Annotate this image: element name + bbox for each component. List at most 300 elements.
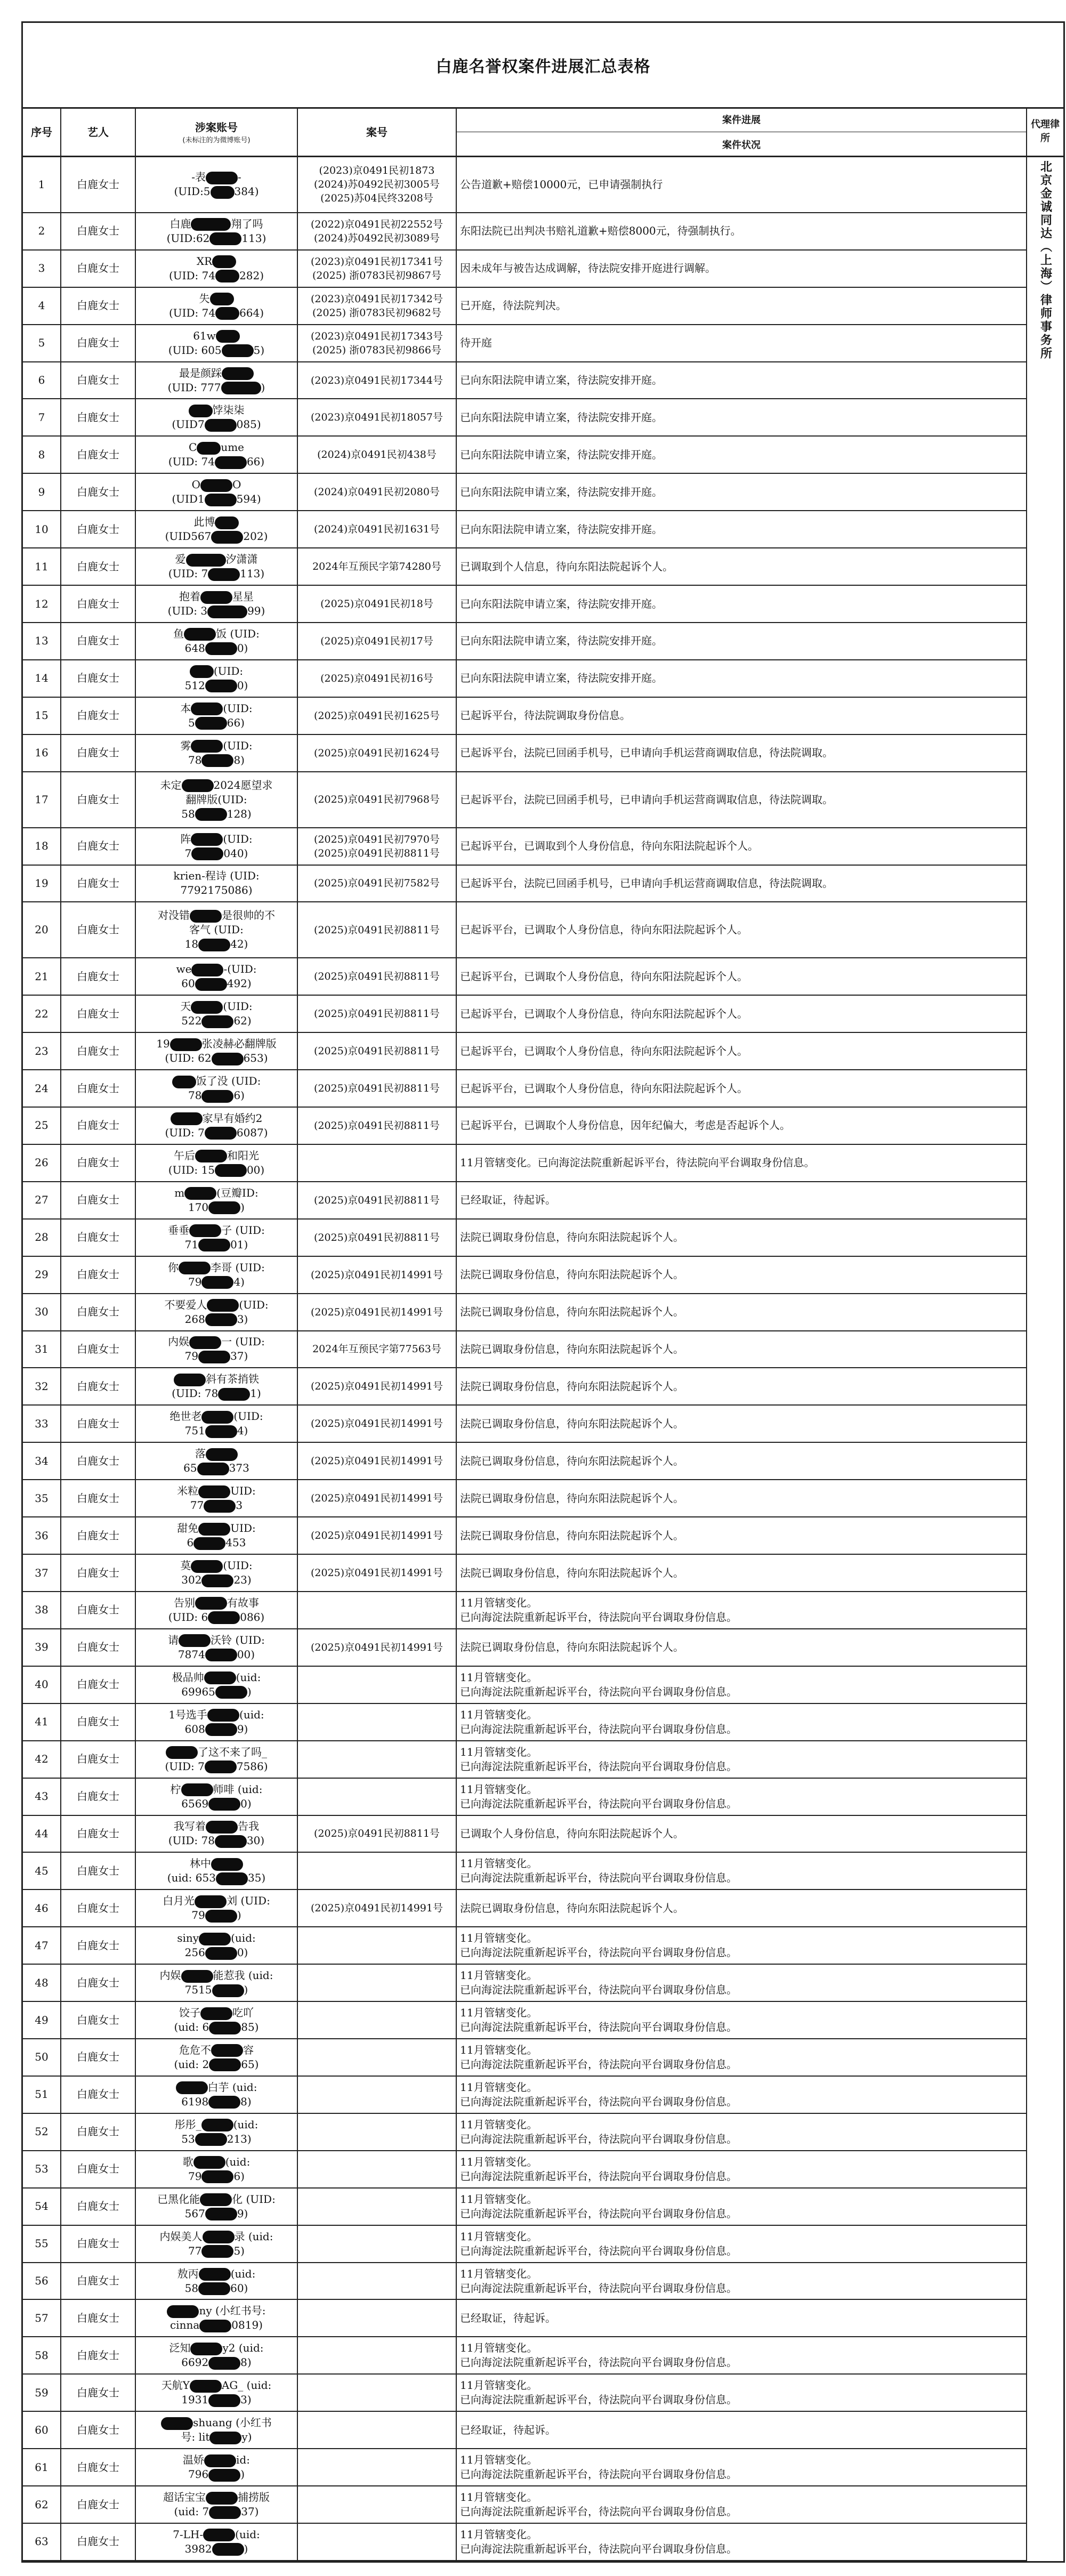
table-row [23, 1779, 1027, 1816]
row-account: 本 (UID: 5 66) [136, 698, 298, 734]
row-number: 28 [23, 1220, 61, 1256]
row-artist: 白鹿女士 [61, 2151, 136, 2187]
row-case-number: (2024)京0491民初438号 [298, 437, 457, 473]
redaction-mark [216, 1872, 248, 1885]
row-number: 34 [23, 1443, 61, 1479]
redaction-mark [199, 2268, 231, 2281]
row-artist: 白鹿女士 [61, 1667, 136, 1703]
row-status: 法院已调取身份信息，待向东阳法院起诉个人。 [457, 1890, 1027, 1926]
redaction-mark [204, 1671, 236, 1684]
redaction-mark [176, 2081, 208, 2094]
row-account: 已黑化能 化 (UID: 567 9) [136, 2189, 298, 2225]
redaction-mark [198, 2282, 230, 2295]
row-number: 41 [23, 1704, 61, 1740]
redaction-mark [208, 568, 240, 581]
row-number: 55 [23, 2226, 61, 2262]
row-case-number [298, 2226, 457, 2262]
redaction-mark [161, 2417, 193, 2430]
row-number: 20 [23, 902, 61, 957]
table-row [23, 828, 1027, 866]
row-status: 东阳法院已出判决书赔礼道歉+赔偿8000元，待强制执行。 [457, 213, 1027, 249]
table-row [23, 2486, 1027, 2524]
row-number: 6 [23, 362, 61, 399]
row-number: 45 [23, 1853, 61, 1889]
row-artist: 白鹿女士 [61, 1443, 136, 1479]
row-status: 已起诉平台，已调取个人身份信息，待向东阳法院起诉个人。 [457, 1033, 1027, 1069]
redaction-mark [205, 1127, 237, 1140]
row-account: 歌 (uid: 79 6) [136, 2151, 298, 2187]
redaction-mark [186, 554, 226, 567]
row-account: 垂垂 子 (UID: 71 01) [136, 1220, 298, 1256]
row-status: 11月管辖变化。 已向海淀法院重新起诉平台，待法院向平台调取身份信息。 [457, 1853, 1027, 1889]
row-account: 柠 师啡 (uid: 6569 0) [136, 1779, 298, 1815]
row-artist: 白鹿女士 [61, 2002, 136, 2038]
header-lawyer [1027, 107, 1063, 157]
row-number: 16 [23, 735, 61, 771]
redaction-mark [205, 2208, 237, 2220]
redaction-mark [174, 1374, 206, 1386]
row-number: 11 [23, 548, 61, 585]
redaction-mark [166, 1746, 198, 1759]
redaction-mark [201, 1015, 233, 1028]
row-account: 米粒 UID: 77 3 [136, 1480, 298, 1516]
row-account: shuang (小红书 号: lit y) [136, 2412, 298, 2448]
redaction-mark [208, 2469, 240, 2482]
row-number: 30 [23, 1294, 61, 1330]
redaction-mark [171, 1112, 203, 1125]
table-row [23, 735, 1027, 772]
row-artist: 白鹿女士 [61, 902, 136, 957]
redaction-mark [209, 2022, 241, 2034]
row-case-number: (2025)京0491民初7968号 [298, 772, 457, 827]
row-status: 已向东阳法院申请立案，待法院安排开庭。 [457, 511, 1027, 547]
row-number: 62 [23, 2486, 61, 2523]
header-no-label: 序号 [31, 126, 52, 139]
row-status: 已开庭，待法院判决。 [457, 288, 1027, 324]
row-status: 已起诉平台，待法院调取身份信息。 [457, 698, 1027, 734]
row-case-number: (2025)京0491民初8811号 [298, 996, 457, 1032]
row-status: 已向东阳法院申请立案，待法院安排开庭。 [457, 437, 1027, 473]
row-number: 21 [23, 958, 61, 995]
row-case-number [298, 2039, 457, 2076]
redaction-mark [193, 1537, 225, 1550]
redaction-mark [215, 307, 239, 320]
row-artist: 白鹿女士 [61, 213, 136, 249]
header-artist-label: 艺人 [87, 126, 109, 139]
table-row [23, 2300, 1027, 2337]
table-row [23, 623, 1027, 660]
redaction-mark [184, 1187, 216, 1200]
redaction-mark [191, 1001, 223, 1014]
table-row [23, 2524, 1027, 2561]
row-status: 11月管辖变化。 已向海淀法院重新起诉平台，待法院向平台调取身份信息。 [457, 2263, 1027, 2299]
redaction-mark [222, 367, 254, 380]
redaction-mark [200, 2193, 232, 2206]
redaction-mark [182, 779, 214, 792]
lawyer-cell [1027, 157, 1063, 2561]
row-artist: 白鹿女士 [61, 2449, 136, 2485]
row-case-number: (2023)京0491民初17341号 (2025) 浙0783民初9867号 [298, 251, 457, 287]
row-artist: 白鹿女士 [61, 2375, 136, 2411]
redaction-mark [208, 1798, 240, 1811]
row-number: 31 [23, 1331, 61, 1368]
row-artist: 白鹿女士 [61, 1816, 136, 1852]
row-account: 白月光 刘 (UID: 79 ) [136, 1890, 298, 1926]
row-status: 已起诉平台，法院已回函手机号，已申请向手机运营商调取信息，待法院调取。 [457, 772, 1027, 827]
row-number: 57 [23, 2300, 61, 2336]
table-row [23, 996, 1027, 1033]
row-account: 61w (UID: 605 5) [136, 325, 298, 361]
redaction-mark [184, 628, 216, 641]
redaction-mark [170, 1038, 202, 1051]
row-account: 抱着 星星 (UID: 3 99) [136, 586, 298, 622]
redaction-mark [201, 1090, 233, 1103]
row-account: 白芋 (uid: 6198 8) [136, 2077, 298, 2113]
redaction-mark [205, 1723, 237, 1736]
row-account: 莫 (UID: 302 23) [136, 1555, 298, 1591]
redaction-mark [209, 232, 241, 245]
row-status: 已起诉平台，已调取个人身份信息，待向东阳法院起诉个人。 [457, 996, 1027, 1032]
redaction-mark [198, 1239, 230, 1251]
row-number: 33 [23, 1406, 61, 1442]
row-case-number [298, 2263, 457, 2299]
row-status: 法院已调取身份信息，待向东阳法院起诉个人。 [457, 1629, 1027, 1666]
header-progress-label: 案件进展 [457, 107, 1026, 132]
redaction-mark [212, 2543, 244, 2556]
row-case-number: (2025)京0491民初8811号 [298, 958, 457, 995]
table-row [23, 213, 1027, 251]
table-row [23, 437, 1027, 474]
redaction-mark [197, 1463, 229, 1475]
table-row [23, 1220, 1027, 1257]
row-status: 11月管辖变化。 已向海淀法院重新起诉平台，待法院向平台调取身份信息。 [457, 1667, 1027, 1703]
row-number: 44 [23, 1816, 61, 1852]
row-case-number [298, 1704, 457, 1740]
redaction-mark [212, 255, 236, 268]
row-number: 4 [23, 288, 61, 324]
row-account: 落 65 373 [136, 1443, 298, 1479]
row-number: 35 [23, 1480, 61, 1516]
table-row [23, 586, 1027, 623]
row-status: 已经取证，待起诉。 [457, 2412, 1027, 2448]
redaction-mark [195, 1150, 227, 1162]
row-artist: 白鹿女士 [61, 2114, 136, 2150]
row-account: 请 沃铃 (UID: 7874 00) [136, 1629, 298, 1666]
row-case-number: (2025)京0491民初8811号 [298, 1070, 457, 1107]
table-row [23, 1927, 1027, 1965]
redaction-mark [195, 978, 227, 991]
row-status: 11月管辖变化。 已向海淀法院重新起诉平台，待法院向平台调取身份信息。 [457, 2114, 1027, 2150]
row-artist: 白鹿女士 [61, 1741, 136, 1778]
row-account: 对没错 是很帅的不 客气 (UID: 18 42) [136, 902, 298, 957]
redaction-mark [211, 186, 235, 199]
row-number: 53 [23, 2151, 61, 2187]
row-artist: 白鹿女士 [61, 1108, 136, 1144]
row-case-number: (2025)京0491民初8811号 [298, 902, 457, 957]
redaction-mark [208, 2096, 240, 2109]
header-account [136, 107, 298, 157]
row-status: 法院已调取身份信息，待向东阳法院起诉个人。 [457, 1220, 1027, 1256]
row-account: 家早有婚约2 (UID: 7 6087) [136, 1108, 298, 1144]
redaction-mark [199, 2320, 231, 2332]
table-row [23, 1816, 1027, 1853]
row-artist: 白鹿女士 [61, 698, 136, 734]
row-case-number: (2025)京0491民初14991号 [298, 1406, 457, 1442]
row-number: 3 [23, 251, 61, 287]
table-row [23, 866, 1027, 903]
table-row [23, 1443, 1027, 1480]
redaction-mark [191, 702, 223, 715]
row-status: 11月管辖变化。 已向海淀法院重新起诉平台，待法院向平台调取身份信息。 [457, 2039, 1027, 2076]
row-artist: 白鹿女士 [61, 1965, 136, 2001]
progress-table [21, 21, 1065, 2563]
table-row [23, 1965, 1027, 2002]
row-case-number [298, 2524, 457, 2560]
row-status: 11月管辖变化。 已向海淀法院重新起诉平台，待法院向平台调取身份信息。 [457, 2486, 1027, 2523]
row-account: 彤彤_ (uid: 53 213) [136, 2114, 298, 2150]
row-status: 11月管辖变化。 已向海淀法院重新起诉平台，待法院向平台调取身份信息。 [457, 1779, 1027, 1815]
row-account: 不要爱人 (UID: 268 3) [136, 1294, 298, 1330]
table-row [23, 772, 1027, 828]
row-account: 斜有茶捎铁 (UID: 78 1) [136, 1368, 298, 1404]
row-number: 1 [23, 157, 61, 212]
row-case-number: (2025)京0491民初1624号 [298, 735, 457, 771]
redaction-mark [209, 2506, 241, 2519]
row-status: 11月管辖变化。 已向海淀法院重新起诉平台，待法院向平台调取身份信息。 [457, 2077, 1027, 2113]
row-case-number: (2025)京0491民初14991号 [298, 1555, 457, 1591]
row-artist: 白鹿女士 [61, 586, 136, 622]
row-status: 已起诉平台，已调取个人身份信息，因年纪偏大，考虑是否起诉个人。 [457, 1108, 1027, 1144]
row-artist: 白鹿女士 [61, 1368, 136, 1404]
redaction-mark [198, 1523, 230, 1536]
row-artist: 白鹿女士 [61, 251, 136, 287]
row-artist: 白鹿女士 [61, 1145, 136, 1181]
redaction-mark [209, 2058, 241, 2071]
redaction-mark [215, 270, 239, 282]
row-status: 已起诉平台，已调取到个人身份信息，待向东阳法院起诉个人。 [457, 828, 1027, 865]
row-case-number: (2022)京0491民初22552号 (2024)苏0492民初3089号 [298, 213, 457, 249]
row-number: 51 [23, 2077, 61, 2113]
row-case-number [298, 1927, 457, 1964]
row-artist: 白鹿女士 [61, 548, 136, 585]
redaction-mark [212, 1984, 244, 1997]
header-progress [457, 107, 1027, 157]
row-status: 法院已调取身份信息，待向东阳法院起诉个人。 [457, 1517, 1027, 1554]
table-row [23, 660, 1027, 698]
row-artist: 白鹿女士 [61, 1257, 136, 1293]
redaction-mark [208, 2394, 240, 2407]
row-artist: 白鹿女士 [61, 1033, 136, 1069]
redaction-mark [205, 1425, 237, 1438]
redaction-mark [221, 382, 261, 394]
redaction-mark [172, 1076, 196, 1088]
redaction-mark [205, 680, 237, 692]
row-artist: 白鹿女士 [61, 2337, 136, 2373]
redaction-mark [206, 1821, 238, 1834]
row-artist: 白鹿女士 [61, 399, 136, 435]
row-artist: 白鹿女士 [61, 623, 136, 659]
table-row [23, 1257, 1027, 1294]
table-row [23, 1368, 1027, 1406]
row-artist: 白鹿女士 [61, 2263, 136, 2299]
redaction-mark [198, 1351, 230, 1363]
redaction-mark [206, 172, 238, 184]
table-row [23, 399, 1027, 437]
row-status: 11月管辖变化。 已向海淀法院重新起诉平台，待法院向平台调取身份信息。 [457, 1965, 1027, 2001]
row-case-number [298, 2337, 457, 2373]
row-status: 11月管辖变化。已向海淀法院重新起诉平台，待法院向平台调取身份信息。 [457, 1145, 1027, 1181]
table-row [23, 2189, 1027, 2226]
redaction-mark [212, 1053, 244, 1065]
table-row [23, 1704, 1027, 1741]
row-status: 法院已调取身份信息，待向东阳法院起诉个人。 [457, 1331, 1027, 1368]
row-status: 已起诉平台，法院已回函手机号，已申请向手机运营商调取信息，待法院调取。 [457, 735, 1027, 771]
row-artist: 白鹿女士 [61, 828, 136, 865]
row-artist: 白鹿女士 [61, 511, 136, 547]
table-row [23, 2449, 1027, 2486]
row-number: 10 [23, 511, 61, 547]
row-account: 天 (UID: 522 62) [136, 996, 298, 1032]
redaction-mark [181, 1970, 213, 1983]
row-case-number: (2025)京0491民初7582号 [298, 866, 457, 902]
redaction-mark [191, 964, 223, 976]
row-case-number: (2023)京0491民初17342号 (2025) 浙0783民初9682号 [298, 288, 457, 324]
row-account: 危危不 容 (uid: 2 65) [136, 2039, 298, 2076]
row-artist: 白鹿女士 [61, 1890, 136, 1926]
row-case-number: (2024)京0491民初1631号 [298, 511, 457, 547]
row-number: 32 [23, 1368, 61, 1404]
redaction-mark [195, 717, 227, 730]
row-account: 内娱美人 录 (uid: 77 5) [136, 2226, 298, 2262]
row-artist: 白鹿女士 [61, 1927, 136, 1964]
row-number: 13 [23, 623, 61, 659]
row-status: 11月管辖变化。 已向海淀法院重新起诉平台，待法院向平台调取身份信息。 [457, 2375, 1027, 2411]
redaction-mark [205, 1313, 237, 1326]
row-status: 11月管辖变化。 已向海淀法院重新起诉平台，待法院向平台调取身份信息。 [457, 1704, 1027, 1740]
row-account: 了这不来了吗_ (UID: 7 7586) [136, 1741, 298, 1778]
row-artist: 白鹿女士 [61, 2039, 136, 2076]
row-case-number [298, 2189, 457, 2225]
row-case-number [298, 1853, 457, 1889]
row-status: 法院已调取身份信息，待向东阳法院起诉个人。 [457, 1257, 1027, 1293]
row-case-number [298, 1741, 457, 1778]
row-artist: 白鹿女士 [61, 157, 136, 212]
row-status: 11月管辖变化。 已向海淀法院重新起诉平台，待法院向平台调取身份信息。 [457, 2189, 1027, 2225]
row-case-number: (2023)京0491民初1873 (2024)苏0492民初3005号 (2025)苏04民终3208号 [298, 157, 457, 212]
table-row [23, 902, 1027, 958]
row-status: 11月管辖变化。 已向海淀法院重新起诉平台，待法院向平台调取身份信息。 [457, 2449, 1027, 2485]
redaction-mark [215, 516, 239, 529]
table-row [23, 2226, 1027, 2263]
row-account: 1号选手 (uid: 608 9) [136, 1704, 298, 1740]
row-account: 鱼 饭 (UID: 648 0) [136, 623, 298, 659]
redaction-mark [191, 847, 223, 860]
row-number: 50 [23, 2039, 61, 2076]
row-case-number: 2024年互预民字第77563号 [298, 1331, 457, 1368]
table-row [23, 2151, 1027, 2189]
redaction-mark [203, 2231, 235, 2243]
row-status: 法院已调取身份信息，待向东阳法院起诉个人。 [457, 1406, 1027, 1442]
row-account: O O (UID1 594) [136, 474, 298, 510]
redaction-mark [209, 2432, 241, 2444]
row-account: 温娇 id: 796 ) [136, 2449, 298, 2485]
row-case-number: (2023)京0491民初18057号 [298, 399, 457, 435]
row-status: 11月管辖变化。 已向海淀法院重新起诉平台，待法院向平台调取身份信息。 [457, 1927, 1027, 1964]
redaction-mark [201, 1276, 233, 1289]
row-case-number: (2025)京0491民初14991号 [298, 1890, 457, 1926]
row-account: 告别 有故事 (UID: 6 086) [136, 1592, 298, 1628]
table-row [23, 2077, 1027, 2114]
row-number: 8 [23, 437, 61, 473]
row-account: C ume (UID: 74 66) [136, 437, 298, 473]
row-number: 40 [23, 1667, 61, 1703]
row-status: 11月管辖变化。 已向海淀法院重新起诉平台，待法院向平台调取身份信息。 [457, 1592, 1027, 1628]
row-status: 法院已调取身份信息，待向东阳法院起诉个人。 [457, 1368, 1027, 1404]
row-case-number: (2025)京0491民初7970号 (2025)京0491民初8811号 [298, 828, 457, 865]
row-number: 5 [23, 325, 61, 361]
row-artist: 白鹿女士 [61, 1629, 136, 1666]
row-case-number [298, 1965, 457, 2001]
redaction-mark [197, 442, 221, 455]
row-account: 绝世老 (UID: 751 4) [136, 1406, 298, 1442]
table-row [23, 1033, 1027, 1070]
row-account: 白鹿 翔了吗 (UID:62 113) [136, 213, 298, 249]
row-artist: 白鹿女士 [61, 437, 136, 473]
table-row [23, 2412, 1027, 2449]
row-artist: 白鹿女士 [61, 2189, 136, 2225]
row-case-number: (2025)京0491民初8811号 [298, 1182, 457, 1218]
redaction-mark [206, 2492, 238, 2505]
row-artist: 白鹿女士 [61, 325, 136, 361]
row-account: XR (UID: 74 282) [136, 251, 298, 287]
row-account: 内娱 一 (UID: 79 37) [136, 1331, 298, 1368]
redaction-mark [210, 293, 234, 305]
row-case-number: (2025)京0491民初8811号 [298, 1220, 457, 1256]
row-number: 24 [23, 1070, 61, 1107]
row-status: 11月管辖变化。 已向海淀法院重新起诉平台，待法院向平台调取身份信息。 [457, 2002, 1027, 2038]
table-row [23, 2375, 1027, 2412]
redaction-mark [206, 1448, 238, 1461]
row-artist: 白鹿女士 [61, 2486, 136, 2523]
table-row [23, 1890, 1027, 1927]
row-account: 你 李哥 (UID: 79 4) [136, 1257, 298, 1293]
row-status: 已起诉平台，已调取个人身份信息，待向东阳法院起诉个人。 [457, 902, 1027, 957]
row-number: 60 [23, 2412, 61, 2448]
row-case-number: (2025)京0491民初8811号 [298, 1033, 457, 1069]
row-artist: 白鹿女士 [61, 2300, 136, 2336]
table-row [23, 1070, 1027, 1108]
row-status: 已向东阳法院申请立案，待法院安排开庭。 [457, 362, 1027, 399]
row-account: (UID: 512 0) [136, 660, 298, 697]
row-status: 法院已调取身份信息，待向东阳法院起诉个人。 [457, 1480, 1027, 1516]
row-artist: 白鹿女士 [61, 2077, 136, 2113]
table-row [23, 157, 1027, 213]
redaction-mark [215, 1164, 247, 1177]
row-case-number: (2025)京0491民初14991号 [298, 1368, 457, 1404]
row-status: 11月管辖变化。 已向海淀法院重新起诉平台，待法院向平台调取身份信息。 [457, 2524, 1027, 2560]
row-number: 63 [23, 2524, 61, 2560]
row-case-number: (2025)京0491民初14991号 [298, 1517, 457, 1554]
redaction-mark [201, 2119, 233, 2131]
row-case-number: (2025)京0491民初14991号 [298, 1294, 457, 1330]
row-account: 未定 2024愿望求 翻牌版(UID: 58 128) [136, 772, 298, 827]
redaction-mark [204, 1500, 236, 1513]
redaction-mark [216, 330, 240, 343]
row-artist: 白鹿女士 [61, 958, 136, 995]
row-case-number: (2025)京0491民初17号 [298, 623, 457, 659]
row-artist: 白鹿女士 [61, 996, 136, 1032]
table-row [23, 1555, 1027, 1592]
